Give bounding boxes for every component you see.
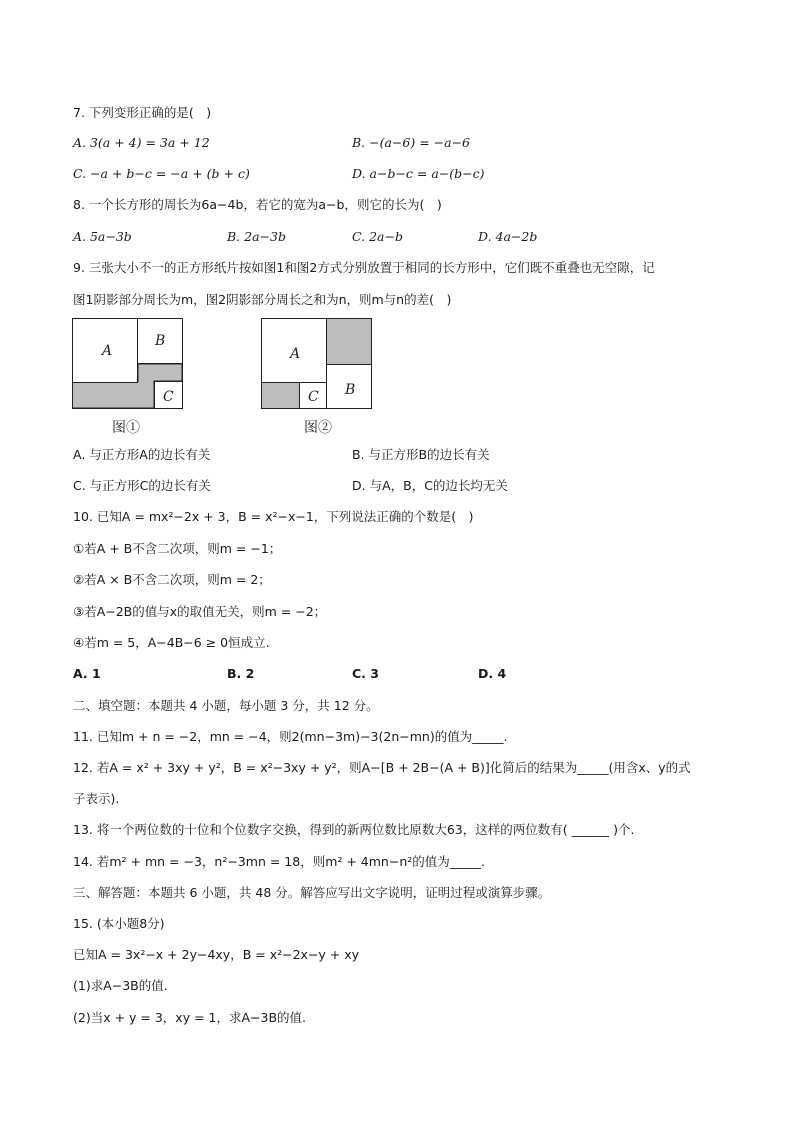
section-2-heading: 二、填空题：本题共 4 小题，每小题 3 分，共 12 分。	[73, 698, 379, 713]
q7-option-d: D. a−b−c = a−(b−c)	[352, 166, 485, 181]
q15-given: 已知A = 3x²−x + 2y−4xy，B = x²−2x−y + xy	[73, 947, 360, 962]
q15-part-2: (2)当x + y = 3，xy = 1，求A−3B的值.	[73, 1010, 306, 1025]
q15-part-1: (1)求A−3B的值.	[73, 978, 168, 993]
q10-option-a: A. 1	[73, 666, 101, 681]
figure-2-label-a: A	[290, 346, 301, 362]
q10-option-b: B. 2	[227, 666, 255, 681]
figure-2	[261, 318, 373, 410]
figure-1-label-b: B	[155, 333, 166, 349]
q8-option-d: D. 4a−2b	[478, 229, 538, 244]
q11: 11. 已知m + n = −2，mn = −4，则2(mn−3m)−3(2n−mn)的值为_____.	[73, 729, 508, 744]
q9-option-c: C. 与正方形C的边长有关	[73, 478, 211, 493]
figure-1	[72, 318, 184, 410]
figure-2-label-c: C	[308, 389, 319, 405]
q10-statement-4: ④若m = 5，A−4B−6 ≥ 0恒成立.	[73, 635, 270, 650]
q9-option-a: A. 与正方形A的边长有关	[73, 447, 211, 462]
q14: 14. 若m² + mn = −3，n²−3mn = 18，则m² + 4mn−n²的值为_____.	[73, 854, 485, 869]
q10-option-d: D. 4	[478, 666, 507, 681]
q10-option-c: C. 3	[352, 666, 379, 681]
figure-2-label-b: B	[345, 382, 356, 398]
q10-stem: 10. 已知A = mx²−2x + 3，B = x²−x−1，下列说法正确的个数是( )	[73, 509, 474, 524]
figure-1-label-a: A	[102, 343, 113, 359]
q8-option-c: C. 2a−b	[352, 229, 403, 244]
q7-option-c: C. −a + b−c = −a + (b + c)	[73, 166, 250, 181]
q13: 13. 将一个两位数的十位和个位数字交换，得到的新两位数比原数大63，这样的两位数有( ______ )个.	[73, 822, 635, 837]
section-3-heading: 三、解答题：本题共 6 小题，共 48 分。解答应写出文字说明，证明过程或演算步骤。	[73, 885, 551, 900]
figure-2-shaded-bottom-left	[262, 383, 300, 409]
figure-1-label-c: C	[163, 389, 174, 405]
figure-2-caption: 图②	[304, 420, 332, 436]
q7-option-b: B. −(a−6) = −a−6	[352, 135, 471, 150]
q9-option-b: B. 与正方形B的边长有关	[352, 447, 490, 462]
q8-option-b: B. 2a−3b	[227, 229, 286, 244]
q8-stem: 8. 一个长方形的周长为6a−4b，若它的宽为a−b，则它的长为( )	[73, 197, 442, 212]
q9-option-d: D. 与A，B，C的边长均无关	[352, 478, 508, 493]
q7-option-a: A. 3(a + 4) = 3a + 12	[73, 135, 210, 150]
q10-statement-3: ③若A−2B的值与x的取值无关，则m = −2；	[73, 604, 327, 619]
q9-stem-line1: 9. 三张大小不一的正方形纸片按如图1和图2方式分别放置于相同的长方形中，它们既不重叠也无空隙，记	[73, 260, 655, 275]
figure-1-caption: 图①	[112, 420, 140, 436]
q15-header: 15. (本小题8分)	[73, 916, 165, 931]
q10-statement-1: ①若A + B不含二次项，则m = −1；	[73, 541, 282, 556]
q8-option-a: A. 5a−3b	[73, 229, 132, 244]
q12-line2: 子表示).	[73, 791, 120, 806]
q7-stem: 7. 下列变形正确的是( )	[73, 105, 212, 120]
figure-2-shaded-top-right	[327, 319, 372, 365]
q12-line1: 12. 若A = x² + 3xy + y²，B = x²−3xy + y²，则A−[B + 2B−(A + B)]化简后的结果为_____(用含x、y的式	[73, 760, 691, 775]
q10-statement-2: ②若A × B不含二次项，则m = 2；	[73, 572, 271, 587]
q9-stem-line2: 图1阴影部分周长为m，图2阴影部分周长之和为n，则m与n的差( )	[73, 292, 452, 307]
